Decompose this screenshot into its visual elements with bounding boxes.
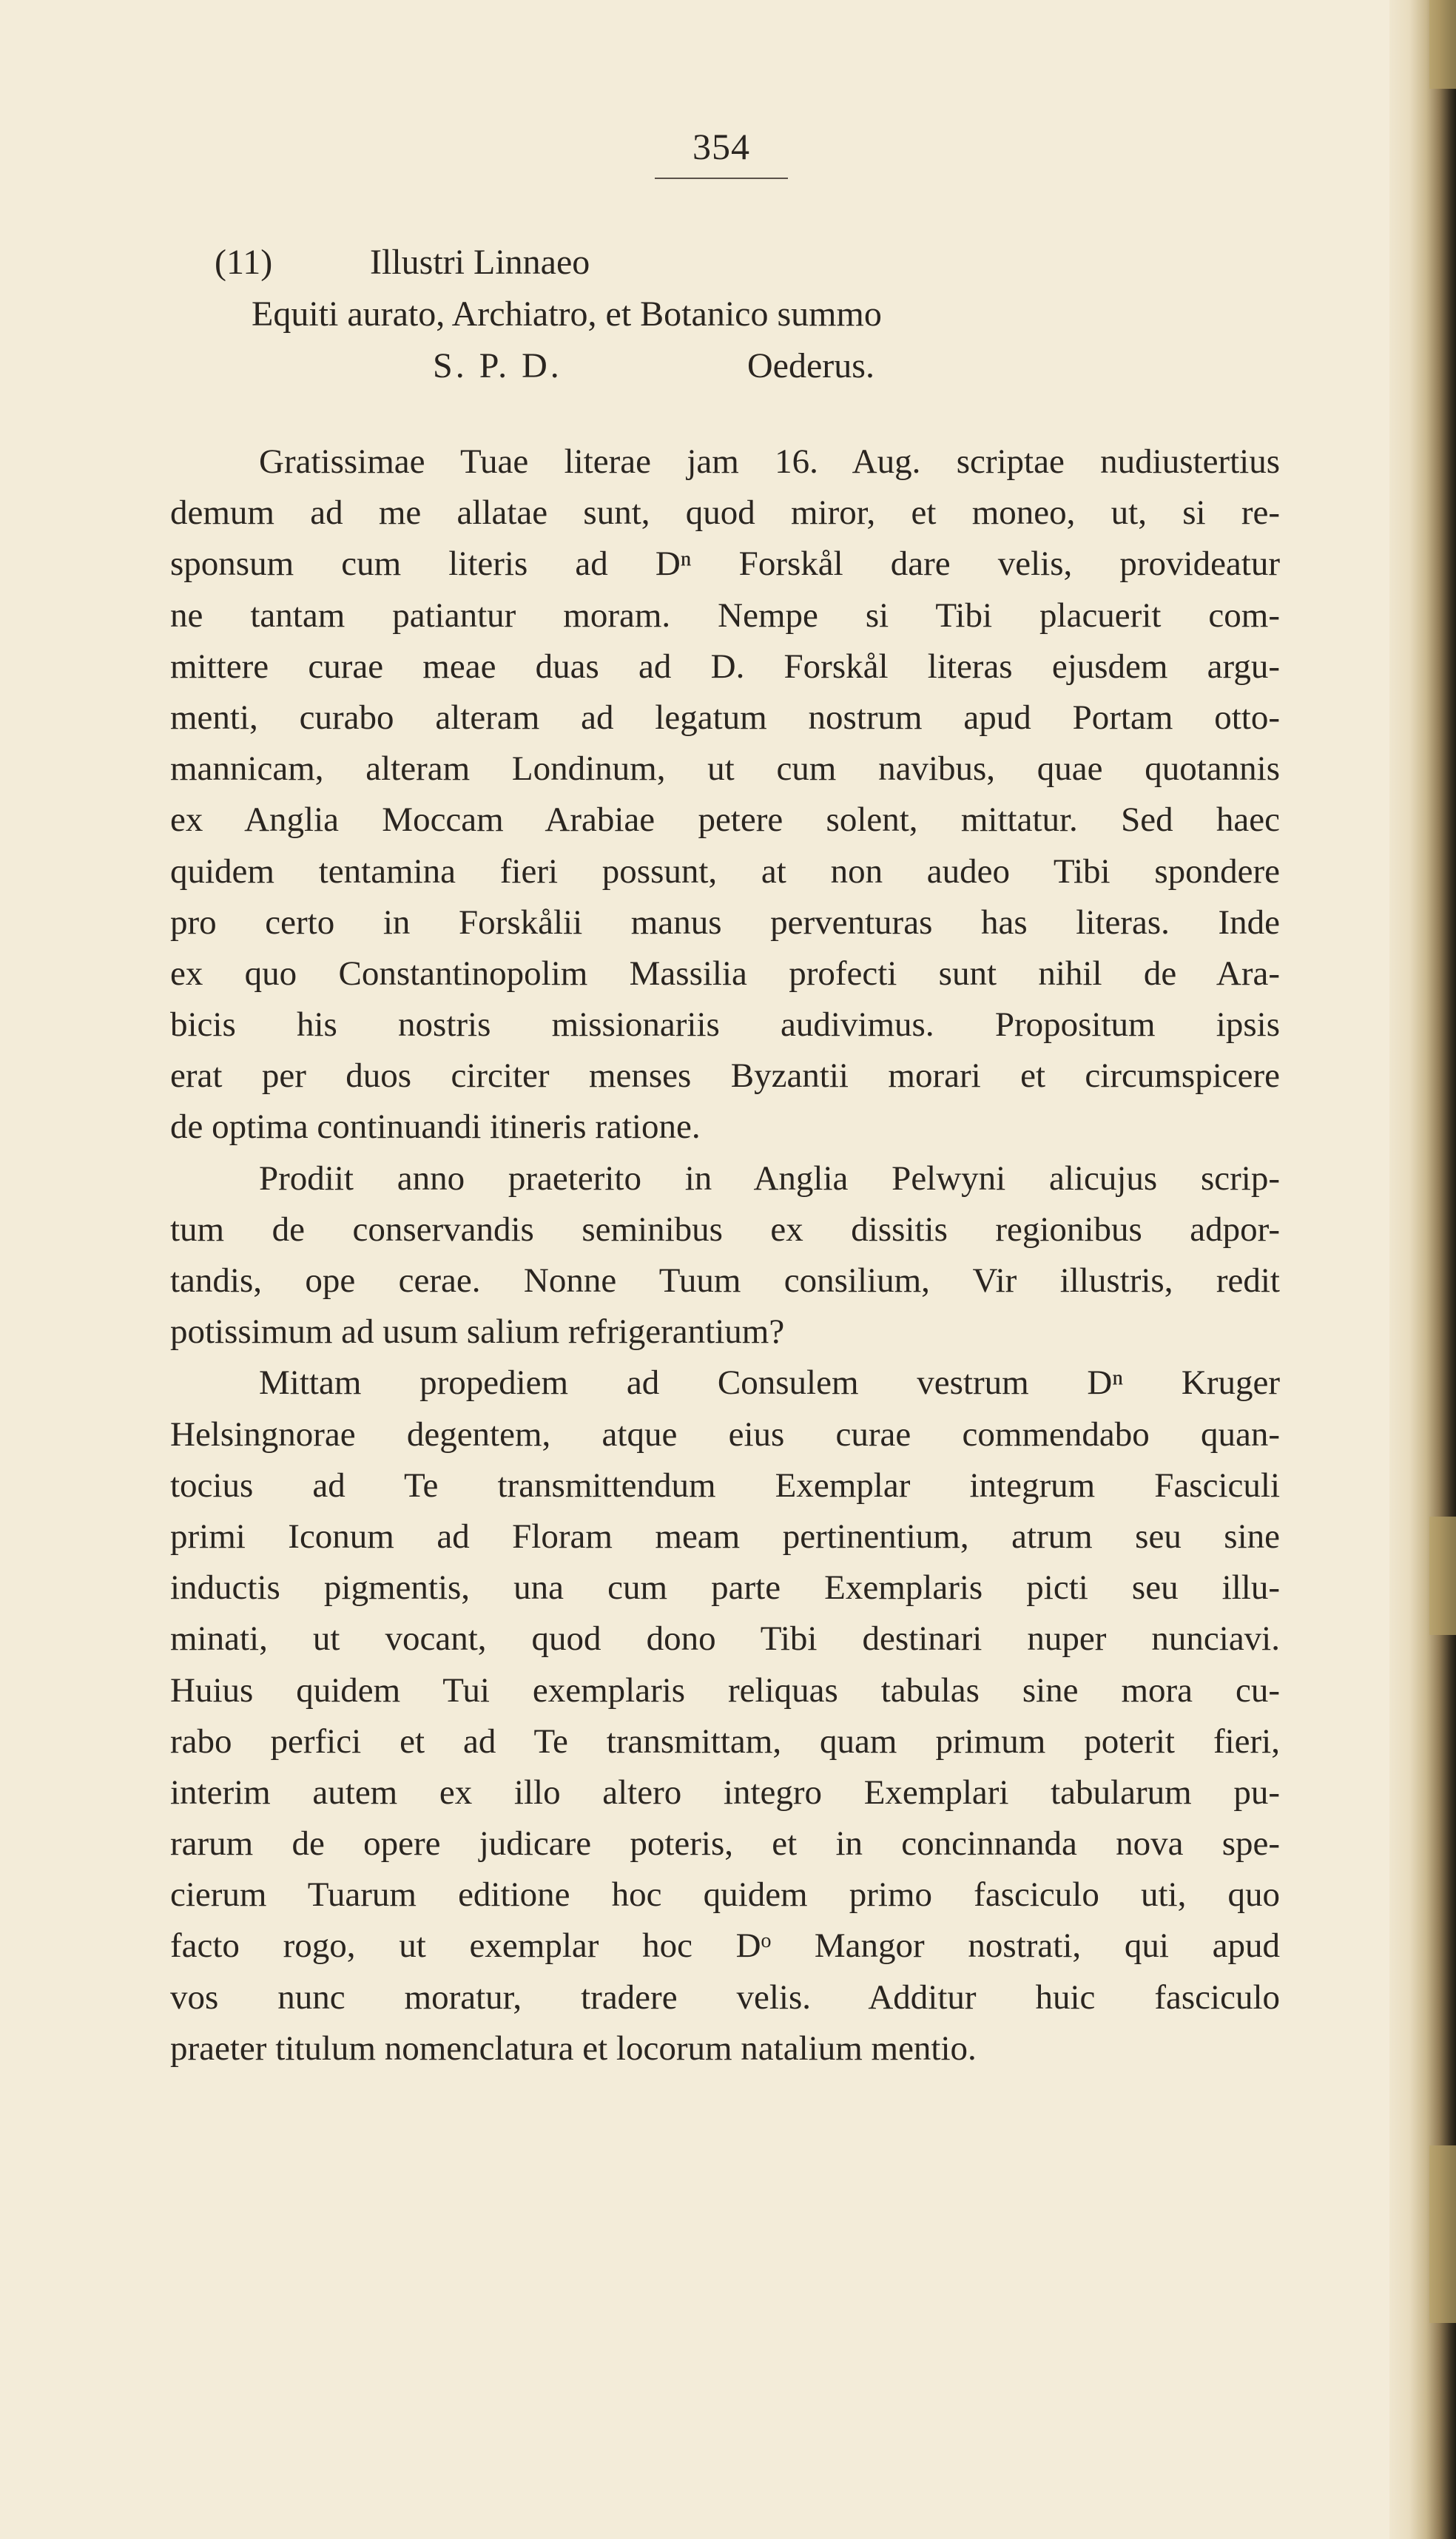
body-line: Helsingnorae degentem, atque eius curae commendabo quan- (170, 1415, 1280, 1454)
letter-body (170, 436, 1280, 2074)
body-line: sponsum cum literis ad Dⁿ Forskål dare velis, provideatur (170, 544, 1280, 584)
body-line: cierum Tuarum editione hoc quidem primo fasciculo uti, quo (170, 1875, 1280, 1915)
body-line: inductis pigmentis, una cum parte Exemplaris picti seu illu- (170, 1568, 1280, 1608)
body-line: vos nunc moratur, tradere velis. Additur huic fasciculo (170, 1977, 1280, 2017)
body-line: ex Anglia Moccam Arabiae petere solent, mittatur. Sed haec (170, 800, 1280, 840)
letter-number: (11) (215, 243, 273, 282)
body-line: potissimum ad usum salium refrigerantium? (170, 1312, 785, 1352)
addressee-titles: Equiti aurato, Archiatro, et Botanico summo (252, 294, 882, 334)
body-line: rabo perfici et ad Te transmittam, quam primum poterit fieri, (170, 1722, 1280, 1761)
body-line: Prodiit anno praeterito in Anglia Pelwyni alicujus scrip- (259, 1159, 1280, 1198)
body-line: ex quo Constantinopolim Massilia profecti sunt nihil de Ara- (170, 954, 1280, 993)
body-line: rarum de opere judicare poteris, et in concinnanda nova spe- (170, 1824, 1280, 1864)
heading-line-1 (170, 237, 1317, 289)
body-line: demum ad me allatae sunt, quod miror, et moneo, ut, si re- (170, 493, 1280, 533)
body-line: mannicam, alteram Londinum, ut cum navibus, quae quotannis (170, 749, 1280, 789)
page-edge-band (1429, 1517, 1456, 1635)
body-line: praeter titulum nomenclatura et locorum natalium mentio. (170, 2029, 977, 2068)
body-line: menti, curabo alteram ad legatum nostrum apud Portam otto- (170, 698, 1280, 737)
page-number: 354 (692, 126, 750, 167)
body-line: Gratissimae Tuae literae jam 16. Aug. scriptae nudiustertius (259, 442, 1280, 481)
body-line: ne tantam patiantur moram. Nempe si Tibi placuerit com- (170, 596, 1280, 635)
body-line: primi Iconum ad Floram meam pertinentium, atrum seu sine (170, 1517, 1280, 1556)
body-line: bicis his nostris missionariis audivimus. Propositum ipsis (170, 1005, 1280, 1045)
body-line: quidem tentamina fieri possunt, at non audeo Tibi spondere (170, 852, 1280, 891)
body-line: facto rogo, ut exemplar hoc Dᵒ Mangor nostrati, qui apud (170, 1926, 1280, 1966)
body-line: interim autem ex illo altero integro Exemplari tabularum pu- (170, 1773, 1280, 1812)
body-line: pro certo in Forskålii manus perventuras has literas. Inde (170, 903, 1280, 942)
body-line: tandis, ope cerae. Nonne Tuum consilium, Vir illustris, redit (170, 1261, 1280, 1300)
body-line: mittere curae meae duas ad D. Forskål literas ejusdem argu- (170, 647, 1280, 686)
body-line: Huius quidem Tui exemplaris reliquas tabulas sine mora cu- (170, 1670, 1280, 1710)
page-edge-band (1429, 0, 1456, 89)
body-line: minati, ut vocant, quod dono Tibi destinari nuper nunciavi. (170, 1619, 1280, 1659)
page-number-rule (655, 178, 788, 179)
letter-heading (170, 237, 1317, 392)
addressee-name: Illustri Linnaeo (370, 243, 590, 282)
body-line: erat per duos circiter menses Byzantii morari et circumspicere (170, 1056, 1280, 1096)
heading-line-3 (170, 340, 1317, 392)
sender-name: Oederus. (747, 346, 874, 385)
heading-line-2 (170, 289, 1317, 340)
page-edge-band (1429, 2145, 1456, 2323)
body-line: tocius ad Te transmittendum Exemplar integrum Fasciculi (170, 1466, 1280, 1505)
salutation: S. P. D. (433, 346, 562, 385)
body-line: Mittam propediem ad Consulem vestrum Dⁿ Kruger (259, 1363, 1280, 1403)
body-line: tum de conservandis seminibus ex dissitis regionibus adpor- (170, 1210, 1280, 1249)
body-line: de optima continuandi itineris ratione. (170, 1107, 701, 1147)
